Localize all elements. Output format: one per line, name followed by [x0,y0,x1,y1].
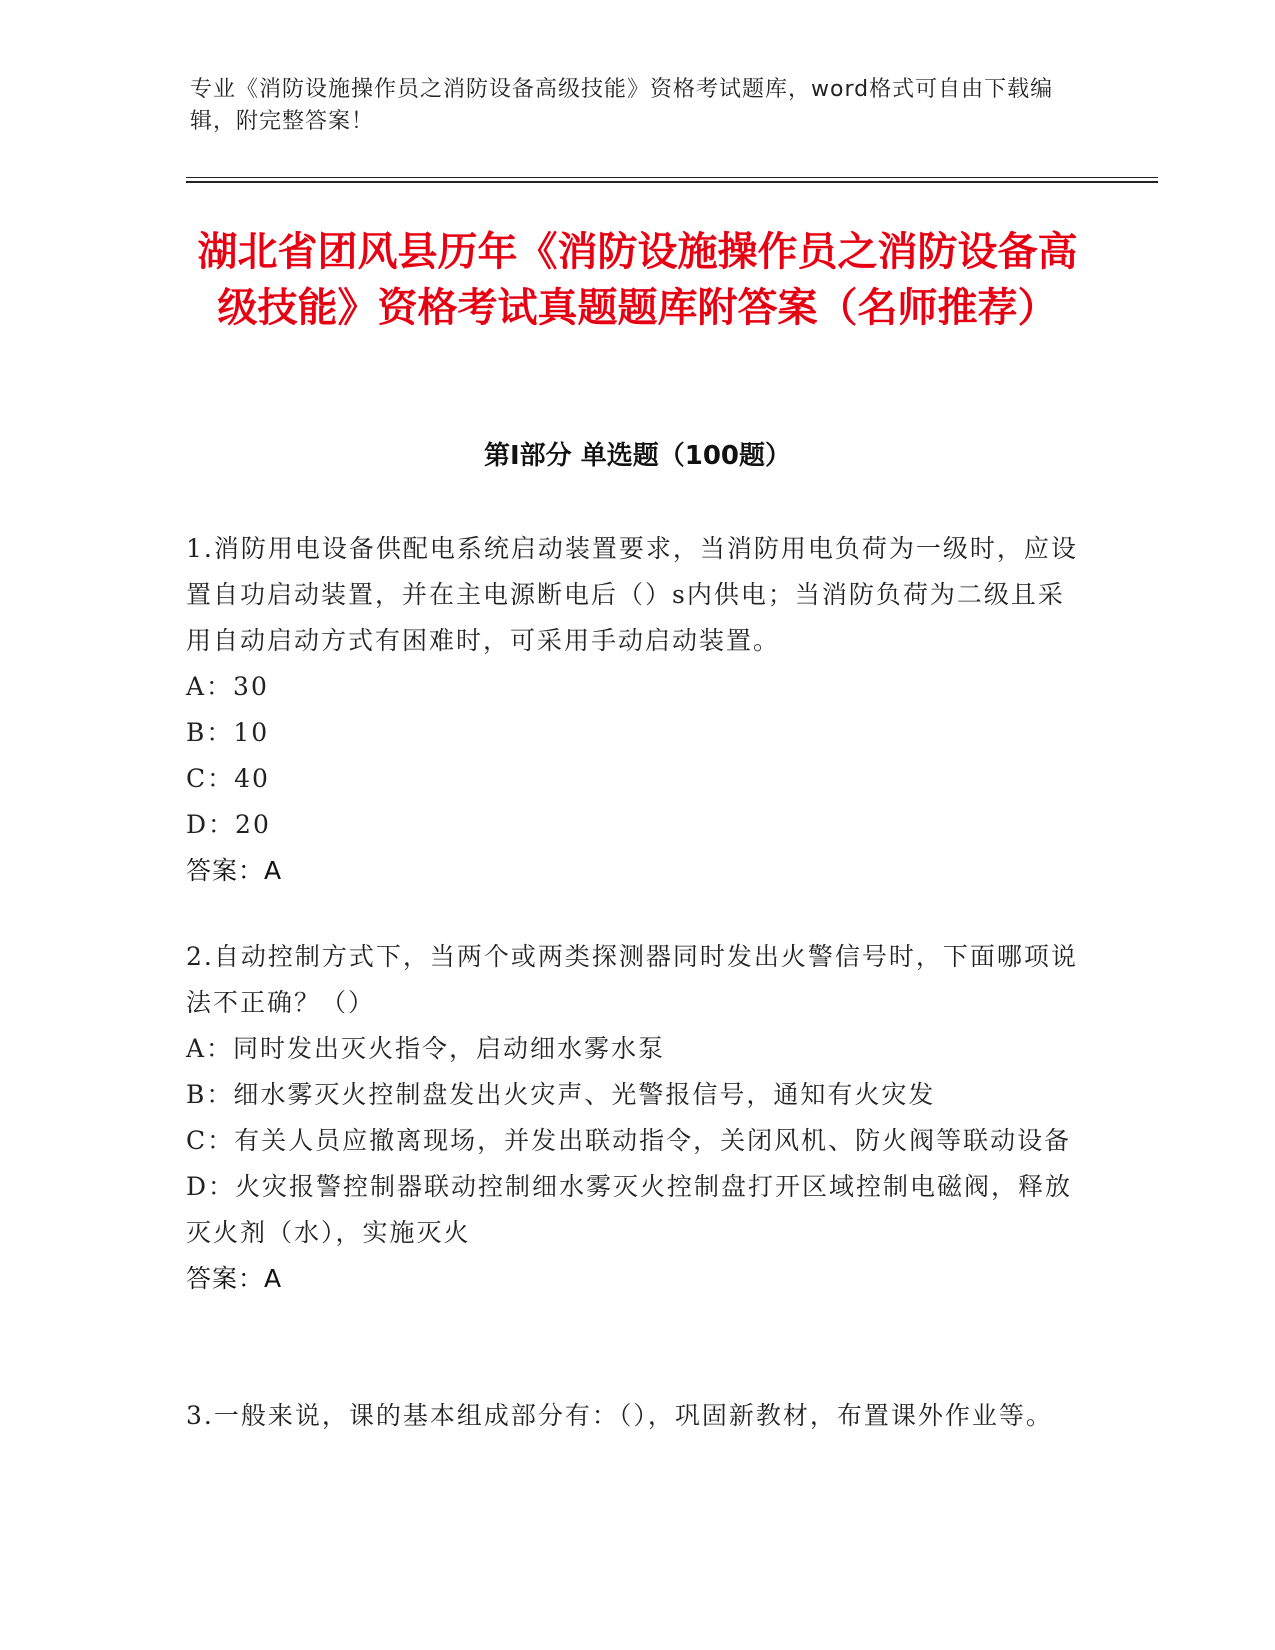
answer: 答案：A [186,1264,283,1293]
question-text: 2.自动控制方式下，当两个或两类探测器同时发出火警信号时，下面哪项说法不正确？（） [186,942,1078,1017]
document-title: 湖北省团风县历年《消防设施操作员之消防设备高级技能》资格考试真题题库附答案（名师推荐） [197,229,1078,331]
question-2 [186,934,1086,1302]
option-c: C：40 [186,764,270,793]
question-3 [186,1393,1086,1439]
header-divider-thin [186,177,1158,178]
header-note: 专业《消防设施操作员之消防设备高级技能》资格考试题库，word格式可自由下载编辑，附完整答案！ [190,77,1054,134]
option-d: D：20 [186,810,271,839]
question-text: 3.一般来说，课的基本组成部分有：（），巩固新教材，布置课外作业等。 [186,1401,1053,1430]
answer: 答案：A [186,856,283,885]
section-title: 第I部分 单选题（100题） [484,441,791,471]
option-a: A：30 [186,672,269,701]
header-divider-thick [186,181,1158,183]
question-text: 1.消防用电设备供配电系统启动装置要求，当消防用电负荷为一级时，应设置自功启动装置，并在主电源断电后（）s内供电；当消防负荷为二级且采用自动启动方式有困难时，可采用手动启动装置。 [186,534,1078,655]
option-a: A：同时发出灭火指令，启动细水雾水泵 [186,1034,666,1063]
option-d: D：火灾报警控制器联动控制细水雾灭火控制盘打开区域控制电磁阀，释放灭火剂（水），实施灭火 [186,1172,1073,1247]
option-b: B：10 [186,718,270,747]
option-b: B：细水雾灭火控制盘发出火灾声、光警报信号，通知有火灾发 [186,1080,936,1109]
option-c: C：有关人员应撤离现场，并发出联动指令，关闭风机、防火阀等联动设备 [186,1126,1072,1155]
question-1 [186,526,1086,894]
